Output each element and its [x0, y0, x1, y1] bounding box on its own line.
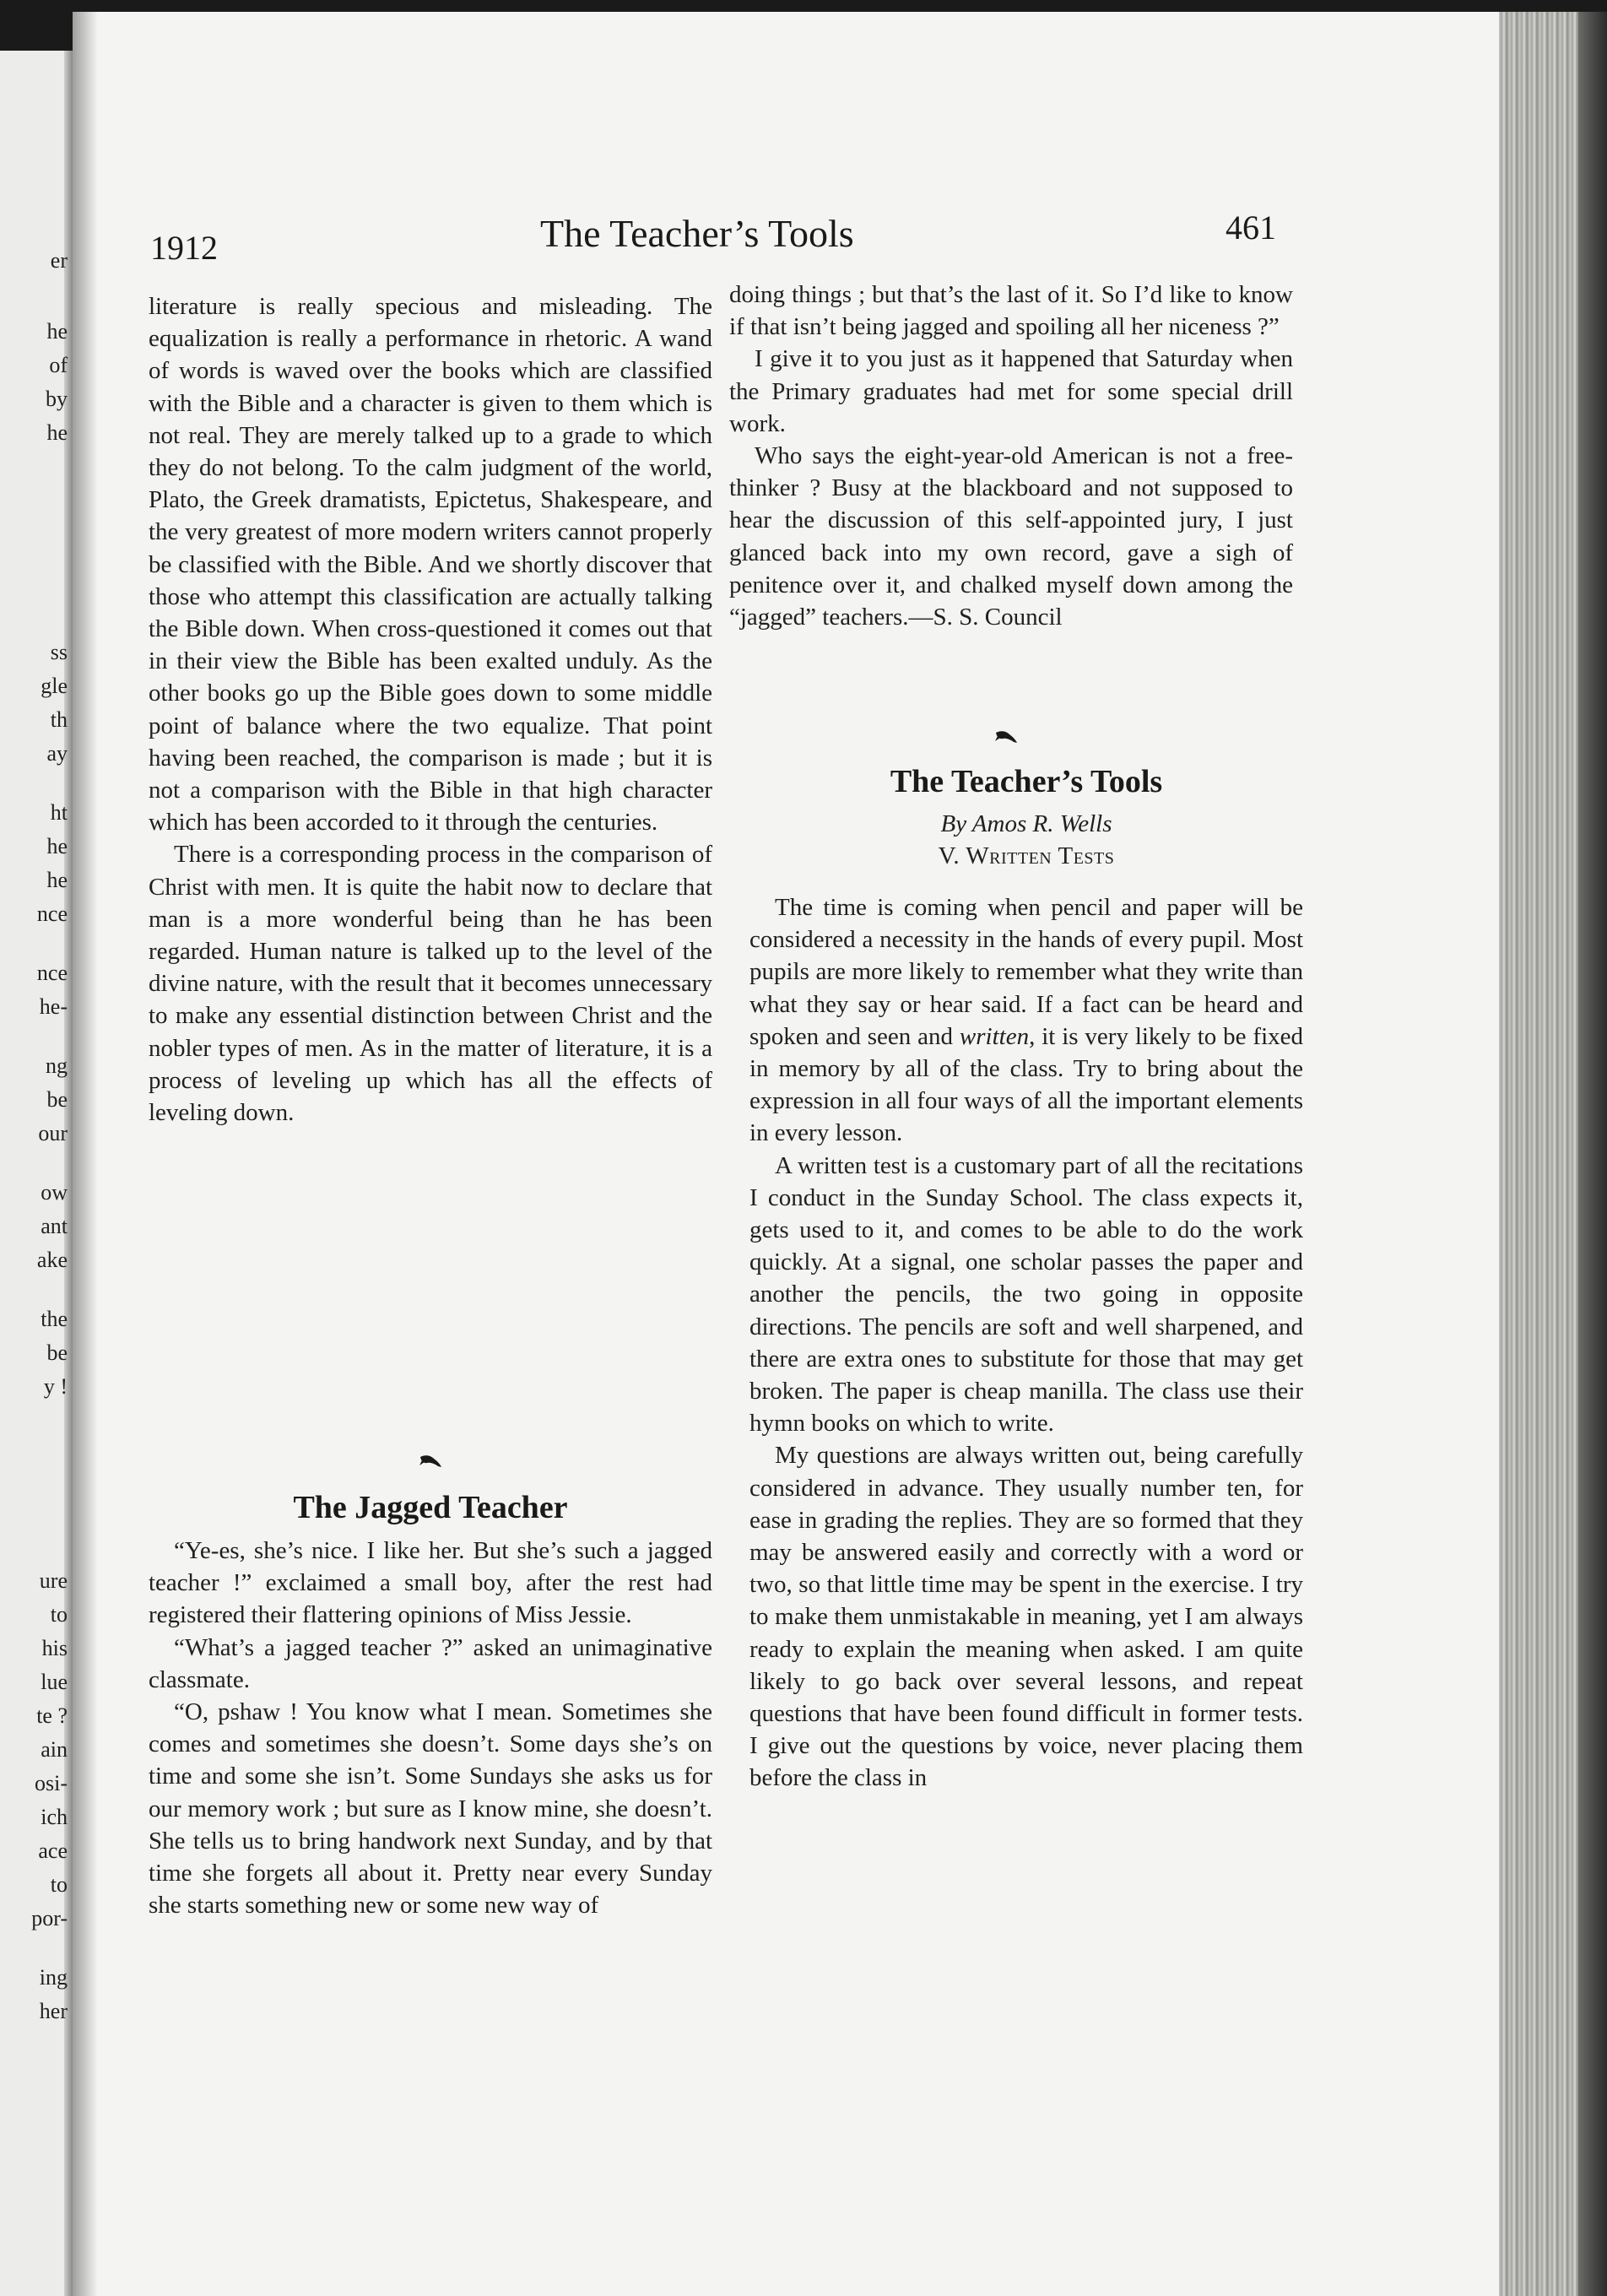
left-page-fragment: to	[50, 1602, 68, 1627]
paragraph: There is a corresponding process in the comparison of Christ with men. It is quite the habit now to declare that man is a more wonderful being than he has been regarded. Human nature is talked up to the level of the divine nature, with the result that it becomes unnecessary to make any essential distinction between Christ and the nobler types of men. As in the matter of literature, it is a process of leveling up which has all the effects of leveling down.	[149, 841, 712, 1127]
paragraph	[749, 891, 1303, 1150]
paragraph: My questions are always written out, being carefully considered in advance. They usually number ten, for ease in grading the replies. They are so formed that they may be answered easily and correctly with a word or two, so that little time may be spent in the exercise. I try to make them unmistakable in meaning, yet I am always ready to explain the meaning when asked. I am quite likely to go back over several lessons, and repeat questions that have been found difficult in former tests. I give out the questions by voice, never placing them before the class in	[749, 1442, 1303, 1792]
left-page-fragment: ss	[50, 640, 68, 664]
left-page-fragment: of	[49, 353, 68, 377]
leaf-ornament-icon	[419, 1454, 442, 1469]
left-page-fragment: her	[39, 1999, 68, 2023]
book-cover-edge	[1578, 12, 1607, 2296]
attribution: —S. S. Council	[908, 604, 1063, 631]
left-page-fragment: ace	[38, 1838, 68, 1863]
left-page-fragment: ht	[50, 800, 68, 825]
page-gutter-shadow	[73, 12, 98, 2296]
section-heading: V. Written Tests	[938, 842, 1115, 869]
paragraph	[729, 440, 1293, 633]
left-page-fragment: be	[46, 1087, 68, 1112]
left-page-fragment: to	[50, 1872, 68, 1897]
left-page-fragment: ant	[41, 1214, 68, 1238]
left-page-fragment: the	[41, 1307, 68, 1331]
left-page-fragment: ain	[41, 1737, 68, 1762]
left-page-fragment: he	[46, 420, 68, 445]
left-page-fragment: th	[50, 707, 68, 732]
right-column-top	[729, 279, 1293, 633]
left-page-fragment: por-	[31, 1906, 68, 1930]
left-page-fragment: te ?	[36, 1703, 68, 1728]
running-header	[0, 203, 1607, 267]
paragraph: “O, pshaw ! You know what I mean. Sometimes she comes and sometimes she doesn’t. Some days she’s on time and some she isn’t. Some Sundays she asks us for our memory work ; but sure as I know mine, she doesn’t. She tells us to bring handwork next Sunday, and by that time she forgets all about it. Pretty near every Sunday she starts something new or some new way of	[149, 1698, 712, 1920]
emphasis: written	[959, 1022, 1030, 1050]
left-page-fragment: he	[46, 319, 68, 344]
left-page-fragment: ng	[46, 1053, 68, 1078]
article-title-jagged-teacher: The Jagged Teacher	[293, 1490, 568, 1525]
left-facing-page	[0, 51, 73, 2296]
teachers-tools-body	[749, 891, 1303, 1795]
left-page-fragment: be	[46, 1340, 68, 1365]
running-title: The Teacher’s Tools	[540, 212, 854, 255]
left-page-fragment: ure	[39, 1568, 68, 1593]
page-number: 461	[1226, 208, 1276, 246]
left-page-fragment: nce	[36, 902, 68, 926]
header-year: 1912	[150, 229, 218, 267]
left-page-fragment: ay	[46, 741, 68, 766]
paragraph: doing things ; but that’s the last of it. So I’d like to know if that isn’t being jagged and spoiling all her niceness ?”	[729, 281, 1293, 341]
left-page-fragment: he	[46, 834, 68, 858]
article-title-teachers-tools: The Teacher’s Tools	[890, 764, 1163, 799]
paragraph-text: Who says the eight-year-old American is not a free-thinker ? Busy at the blackboard and not supposed to hear the discussion of this self-appointed jury, I just glanced back into my own record, gave a sigh of penitence over it, and chalked myself down among the “jagged” teachers.	[729, 442, 1293, 631]
paragraph-text: The time is coming when pencil and paper will be considered a necessity in the hands of every pupil. Most pupils are more likely to remember what they write than what they say or hear said. If a fact can be heard and spoken and seen and	[749, 894, 1303, 1050]
left-page-fragment: ow	[41, 1180, 68, 1205]
left-page-fragment: nce	[36, 961, 68, 985]
leaf-ornament-icon	[994, 729, 1018, 745]
left-column	[149, 290, 712, 1129]
left-page-fragment: ing	[39, 1965, 68, 1990]
left-page-fragment: by	[46, 387, 68, 411]
left-page-fragment: gle	[41, 674, 68, 698]
left-page-fragment: ake	[36, 1248, 68, 1272]
paragraph-text: , it is very likely to be fixed in memory by all of the class. Try to bring about the expression in all four ways of all the important elements in every lesson.	[749, 1022, 1303, 1147]
paragraph: “Ye-es, she’s nice. I like her. But she’s such a jagged teacher !” exclaimed a small boy, after the rest had registered their flattering opinions of Miss Jessie.	[149, 1537, 712, 1629]
left-page-fragment: his	[41, 1636, 68, 1660]
paragraph: A written test is a customary part of all the recitations I conduct in the Sunday School. The class expects it, gets used to it, and comes to be able to do the work quickly. At a signal, one scholar passes the paper and another the pencils, the two going in opposite directions. The pencils are soft and well sharpened, and there are extra ones to substitute for those that may get broken. The paper is cheap manilla. The class use their hymn books on which to write.	[749, 1151, 1303, 1438]
paragraph: literature is really specious and misleading. The equalization is really a performance in rhetoric. A wand of words is waved over the books which are classified with the Bible and a character is given to them which is not real. They are merely talked up to a grade to which they do not belong. To the calm judgment of the world, Plato, the Greek dramatists, Epictetus, Shakespeare, and the very greatest of more modern writers cannot properly be classified with the Bible. And we shortly discover that those who attempt this classification are actually talking the Bible down. When cross-questioned it comes out that in their view the Bible has been exalted unduly. As the other books go up the Bible goes down to some middle point of balance where the two equalize. That point having been reached, the comparison is made ; but it is not a comparison with the Bible in that high character which has been accorded to it through the centuries.	[149, 293, 712, 837]
left-page-fragment: he-	[39, 994, 68, 1019]
left-page-fragment: our	[38, 1121, 68, 1145]
left-page-fragment: er	[50, 248, 68, 273]
paragraph: “What’s a jagged teacher ?” asked an unimaginative classmate.	[149, 1633, 712, 1693]
left-page-fragment: lue	[41, 1670, 68, 1694]
article-byline: By Amos R. Wells	[940, 810, 1112, 837]
left-page-fragment: osi-	[35, 1771, 68, 1795]
jagged-teacher-body	[149, 1535, 712, 1921]
paragraph: I give it to you just as it happened that Saturday when the Primary graduates had met for some special drill work.	[729, 345, 1293, 437]
left-page-fragment: he	[46, 868, 68, 892]
left-page-fragment: y !	[43, 1374, 68, 1399]
book-page-edges	[1499, 12, 1607, 2296]
left-page-fragment: ich	[41, 1805, 68, 1829]
